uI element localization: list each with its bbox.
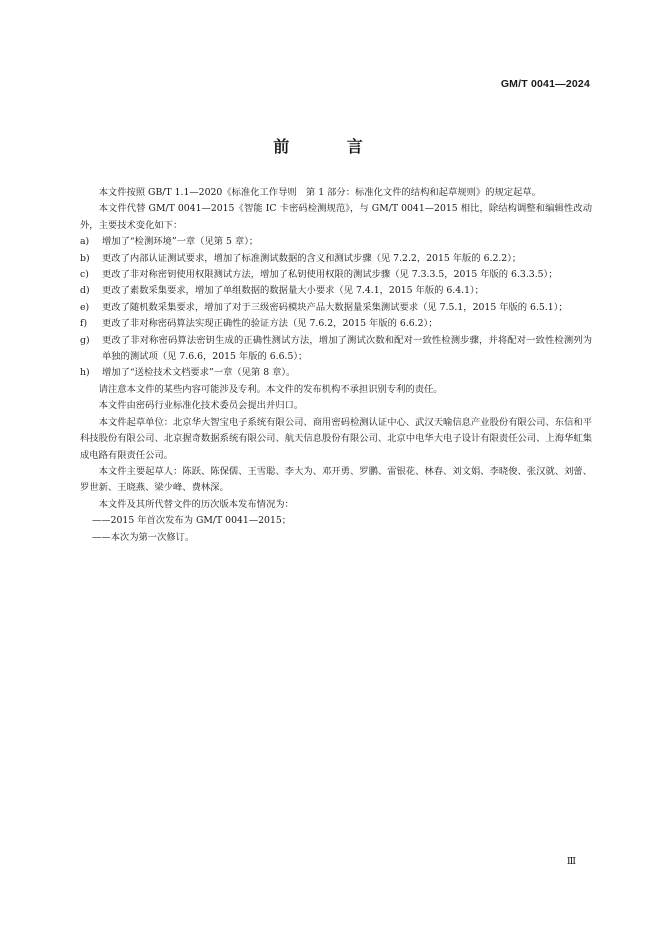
body-paragraph: 本文件及其所代替文件的历次版本发布情况为： <box>98 498 294 510</box>
change-item <box>80 251 592 267</box>
item-text: 更改了非对称密钥使用权限测试方法，增加了私钥使用权限的测试步骤（见 7.3.3.5，2015 年版的 6.3.3.5）； <box>102 269 558 281</box>
item-text: 更改了非对称密码算法实现正确性的验证方法（见 7.6.2，2015 年版的 6.6.2）； <box>102 318 438 330</box>
item-text: 更改了非对称密码算法密钥生成的正确性测试方法，增加了测试次数和配对一致性检测步骤，并将配对一致性检测列为单独的测试项（见 7.6.6，2015 年版的 6.6.5）； <box>102 334 592 363</box>
item-marker: b) <box>80 252 90 264</box>
body-paragraph: 本文件主要起草人：陈跃、陈保儒、王雪聪、李大为、邓开勇、罗鹏、雷银花、林春、刘文娟、李晓俊、张汉就、刘蕾、罗世新、王晓燕、梁少峰、费林深。 <box>80 465 592 494</box>
item-marker: h) <box>80 367 90 379</box>
item-text: 更改了素数采集要求，增加了单组数据的数据量大小要求（见 7.4.1，2015 年版的 6.4.1）； <box>102 285 484 297</box>
item-text: 更改了内部认证测试要求，增加了标准测试数据的含义和测试步骤（见 7.2.2，2015 年版的 6.2.2）； <box>102 252 522 264</box>
change-item <box>80 234 592 250</box>
body-paragraph: 本文件由密码行业标准化技术委员会提出并归口。 <box>98 400 304 412</box>
change-item <box>80 300 592 316</box>
item-marker: e) <box>80 301 90 313</box>
change-item <box>80 333 592 366</box>
change-item <box>80 283 592 299</box>
page-number: Ⅲ <box>566 856 576 867</box>
history-item: ——2015 年首次发布为 GM/T 0041—2015； <box>92 515 292 527</box>
item-text: 更改了随机数采集要求，增加了对于三级密码模块产品大数据量采集测试要求（见 7.5.1，2015 年版的 6.5.1）； <box>102 301 568 313</box>
intro-paragraph: 本文件按照 GB/T 1.1—2020《标准化工作导则 第 1 部分：标准化文件的结构和起草规则》的规定起草。 <box>98 187 541 198</box>
change-item <box>80 316 592 332</box>
body-paragraph: 请注意本文件的某些内容可能涉及专利。本文件的发布机构不承担识别专利的责任。 <box>98 383 443 395</box>
body-paragraph: 本文件起草单位：北京华大智宝电子系统有限公司、商用密码检测认证中心、武汉天喻信息产业股份有限公司、东信和平科技股份有限公司、北京握奇数据系统有限公司、航天信息股份有限公司、北京中电华大电子设计有限责任公司、上海华虹集成电路有限责任公司。 <box>80 416 592 461</box>
item-marker: a) <box>80 236 90 248</box>
item-marker: g) <box>80 334 90 346</box>
item-text: 增加了“检测环境”一章（见第 5 章）； <box>102 236 259 248</box>
change-item <box>80 267 592 283</box>
item-text: 增加了“送检技术文档要求”一章（见第 8 章）。 <box>102 367 296 379</box>
history-item: ——本次为第一次修订。 <box>92 531 195 543</box>
item-marker: f) <box>80 318 88 330</box>
page-title: 前 言 <box>273 137 389 156</box>
foreword-body <box>80 185 592 546</box>
change-item <box>80 365 592 381</box>
item-marker: c) <box>80 269 89 281</box>
item-marker: d) <box>80 285 90 297</box>
standard-code: GM/T 0041—2024 <box>500 78 590 90</box>
intro-paragraph: 本文件代替 GM/T 0041—2015《智能 IC 卡密码检测规范》，与 GM/T 0041—2015 相比，除结构调整和编辑性改动外，主要技术变化如下： <box>80 203 592 231</box>
